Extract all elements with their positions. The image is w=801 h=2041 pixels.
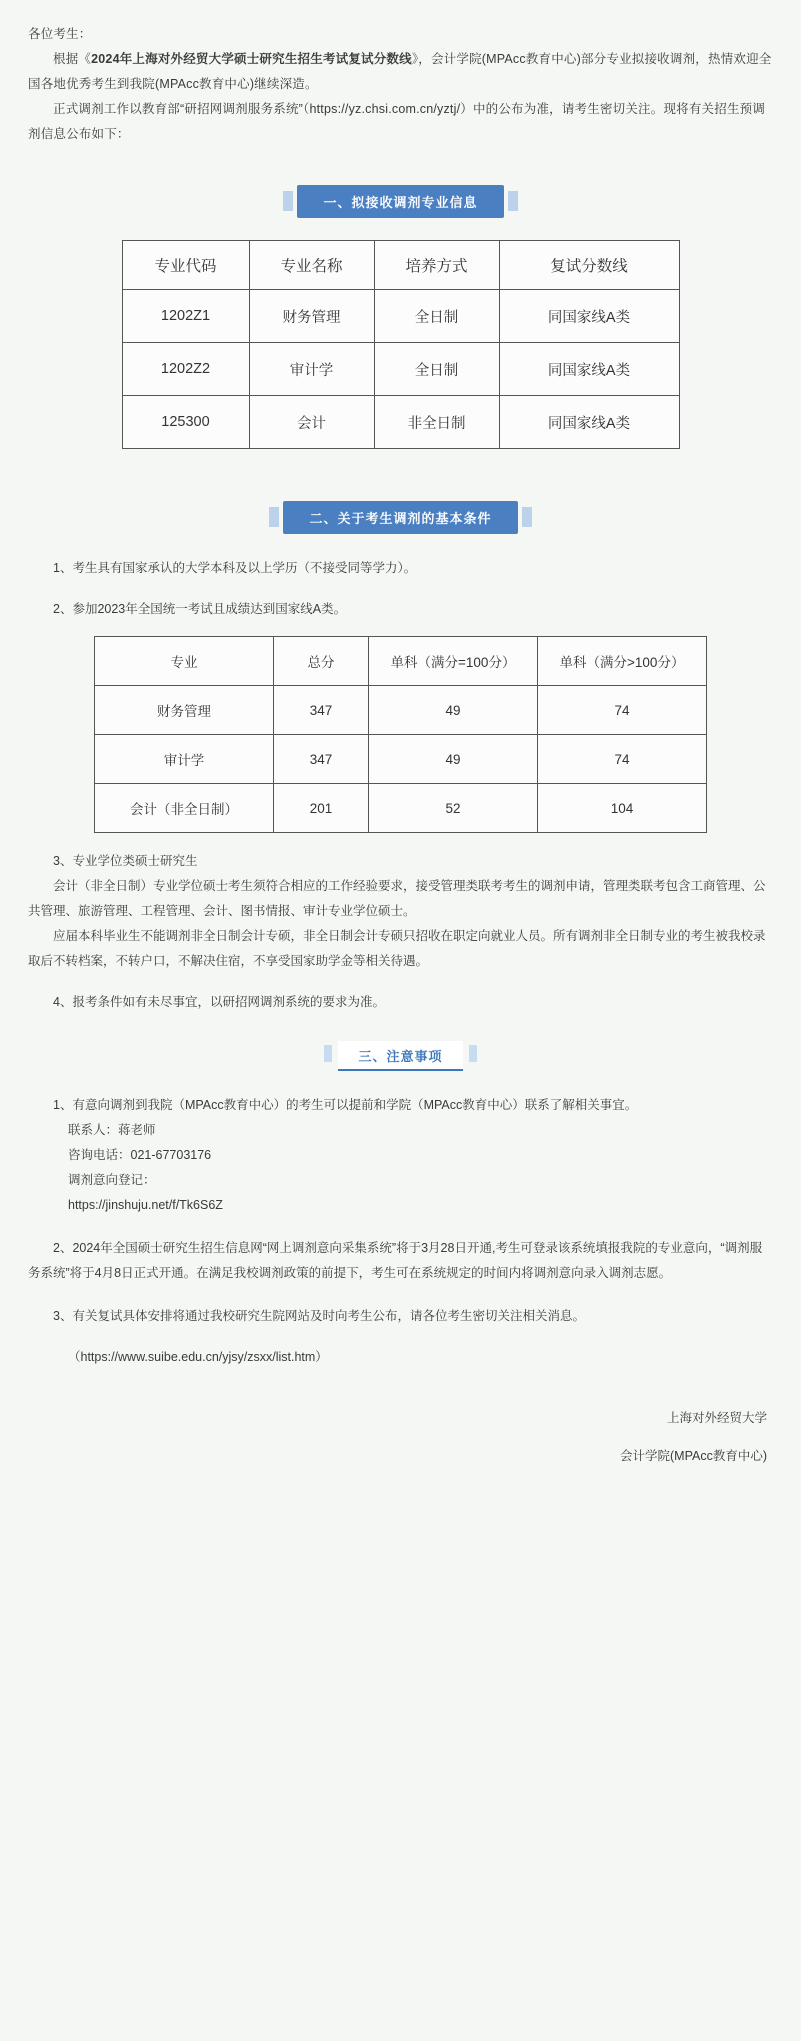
cell-sub-gt: 104 [538, 784, 707, 833]
signature-school: 会计学院(MPAcc教育中心) [620, 1448, 767, 1463]
cell-line: 同国家线A类 [499, 290, 679, 343]
condition-2: 2、参加2023年全国统一考试且成绩达到国家线A类。 [53, 602, 347, 616]
note-1-phone: 咨询电话：021-67703176 [68, 1148, 212, 1162]
note-1: 1、有意向调剂到我院（MPAcc教育中心）的考生可以提前和学院（MPAcc教育中心）联系了解相关事宜。 [53, 1098, 638, 1112]
table-row [122, 343, 679, 396]
section-header-conditions: 二、关于考生调剂的基本条件 [283, 501, 517, 534]
table-header-row [122, 241, 679, 290]
score-col-sub100eq: 单科（满分=100分） [369, 637, 538, 686]
cell-sub-eq: 52 [369, 784, 538, 833]
table-row [122, 290, 679, 343]
intro-paragraph-1 [28, 47, 773, 97]
cell-mode: 全日制 [374, 343, 499, 396]
table-row [95, 686, 707, 735]
cell-name: 审计学 [249, 343, 374, 396]
intro-paragraph-2: 正式调剂工作以教育部“研招网调剂服务系统”（https://yz.chsi.com.cn/yztj/）中的公布为准，请考生密切关注。现将有关招生预调剂信息公布如下： [28, 102, 766, 141]
cell-total: 347 [274, 686, 369, 735]
cell-sub-gt: 74 [538, 735, 707, 784]
score-col-total: 总分 [274, 637, 369, 686]
cell-line: 同国家线A类 [499, 396, 679, 449]
note-3-url[interactable]: （https://www.suibe.edu.cn/yjsy/zsxx/list.htm） [68, 1350, 328, 1364]
condition-3-title: 3、专业学位类硕士研究生 [53, 854, 198, 868]
cell-mode: 非全日制 [374, 396, 499, 449]
conditions-block-2 [28, 849, 773, 1015]
score-col-sub100gt: 单科（满分>100分） [538, 637, 707, 686]
table-row [95, 784, 707, 833]
condition-1: 1、考生具有国家承认的大学本科及以上学历（不接受同等学力）。 [53, 561, 417, 575]
salutation: 各位考生： [28, 27, 92, 41]
note-1-contact: 联系人：蒋老师 [68, 1123, 156, 1137]
cell-code: 125300 [122, 396, 249, 449]
section-header-majors: 一、拟接收调剂专业信息 [297, 185, 503, 218]
cell-line: 同国家线A类 [499, 343, 679, 396]
cell-major: 会计（非全日制） [95, 784, 274, 833]
note-1-registration-url[interactable]: https://jinshuju.net/f/Tk6S6Z [68, 1198, 223, 1212]
intro-block [28, 22, 773, 147]
intro-p1-suffix: 》，会计学院(MPAcc教育中心)部分专业拟接收调剂，热情欢迎全国各地优秀考生到我院(MPAcc教育中心)继续深造。 [28, 52, 772, 91]
cell-total: 347 [274, 735, 369, 784]
section-header-3-wrap [0, 1041, 801, 1071]
signature-block [0, 1406, 767, 1469]
table-header-row [95, 637, 707, 686]
majors-table [122, 240, 680, 449]
major-col-name: 专业名称 [249, 241, 374, 290]
table-row [122, 396, 679, 449]
cell-sub-eq: 49 [369, 686, 538, 735]
cell-code: 1202Z1 [122, 290, 249, 343]
intro-p1-prefix: 根据《 [53, 52, 92, 66]
cell-code: 1202Z2 [122, 343, 249, 396]
section-header-notes: 三、注意事项 [338, 1041, 462, 1071]
major-col-line: 复试分数线 [499, 241, 679, 290]
table-row [95, 735, 707, 784]
cell-major: 审计学 [95, 735, 274, 784]
section-header-2-wrap [0, 501, 801, 534]
cell-sub-eq: 49 [369, 735, 538, 784]
note-1-registration-label: 调剂意向登记： [68, 1173, 156, 1187]
cell-total: 201 [274, 784, 369, 833]
condition-3-p2: 应届本科毕业生不能调剂非全日制会计专硕，非全日制会计专硕只招收在职定向就业人员。所有调剂非全日制专业的考生被我校录取后不转档案，不转户口，不解决住宿，不享受国家助学金等相关待遇。 [28, 929, 766, 968]
section-header-1-wrap [0, 185, 801, 218]
scores-table [94, 636, 707, 833]
note-3: 3、有关复试具体安排将通过我校研究生院网站及时向考生公布，请各位考生密切关注相关消息。 [53, 1309, 585, 1323]
score-col-major: 专业 [95, 637, 274, 686]
condition-4: 4、报考条件如有未尽事宜，以研招网调剂系统的要求为准。 [53, 995, 385, 1009]
document-page [0, 22, 801, 2041]
score-line-title: 2024年上海对外经贸大学硕士研究生招生考试复试分数线 [91, 52, 412, 66]
conditions-block [28, 556, 773, 622]
notes-block [28, 1093, 773, 1370]
cell-name: 会计 [249, 396, 374, 449]
signature-university: 上海对外经贸大学 [666, 1411, 767, 1425]
cell-name: 财务管理 [249, 290, 374, 343]
cell-mode: 全日制 [374, 290, 499, 343]
major-col-code: 专业代码 [122, 241, 249, 290]
note-2: 2、2024年全国硕士研究生招生信息网“网上调剂意向采集系统”将于3月28日开通,考生可登录该系统填报我院的专业意向，“调剂服务系统”将于4月8日正式开通。在满足我校调剂政策的前提下，考生可在系统规定的时间内将调剂意向录入调剂志愿。 [28, 1241, 763, 1280]
major-col-mode: 培养方式 [374, 241, 499, 290]
condition-3-p1: 会计（非全日制）专业学位硕士考生须符合相应的工作经验要求，接受管理类联考考生的调剂申请，管理类联考包含工商管理、公共管理、旅游管理、工程管理、会计、图书情报、审计专业学位硕士。 [28, 879, 766, 918]
cell-sub-gt: 74 [538, 686, 707, 735]
cell-major: 财务管理 [95, 686, 274, 735]
